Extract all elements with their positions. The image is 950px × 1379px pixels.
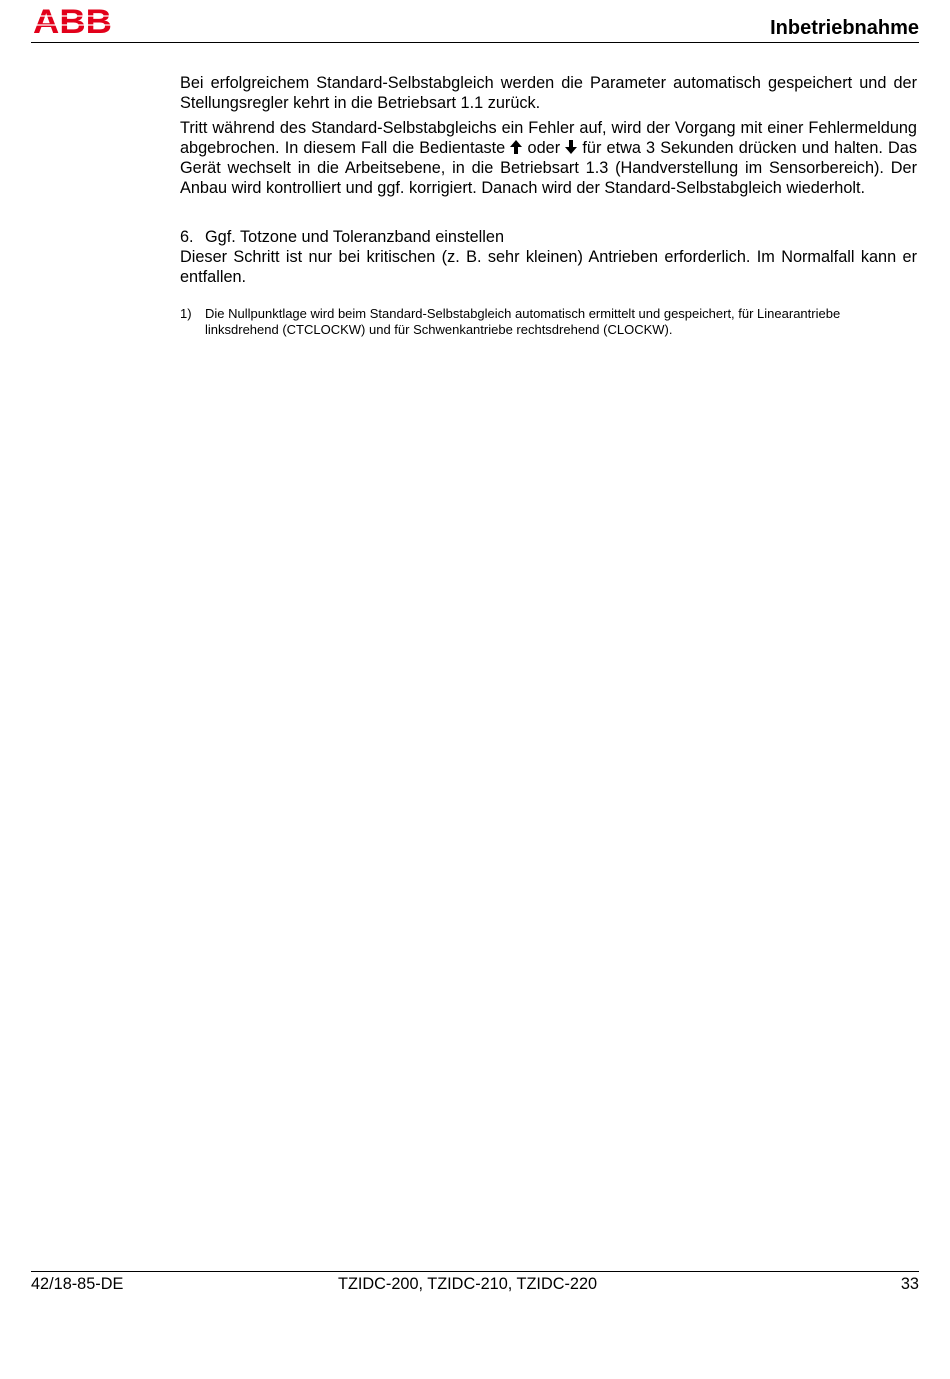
footnote [180, 306, 917, 338]
step-description: Dieser Schritt ist nur bei kritischen (z. B. sehr kleinen) Antrieben erforderlich. Im Normalfall kann er entfallen. [180, 248, 917, 286]
paragraph-error-end: für etwa 3 Sekunden drücken und halten. Das Gerät wechselt in die Arbeitsebene, in die Betriebsart 1.3 (Handverstellung im Sensorbereich). Der Anbau wird kontrolliert und ggf. korrigiert. Danach wird der Standard-Selbstabgleich wiederholt. [180, 139, 918, 197]
section-title: Inbetriebnahme [770, 17, 919, 39]
main-content [180, 73, 917, 338]
abb-logo [33, 5, 113, 37]
footer-rule [31, 1271, 919, 1272]
paragraph-error-or: oder [527, 139, 561, 157]
footer-product: TZIDC-200, TZIDC-210, TZIDC-220 [338, 1275, 598, 1293]
step-number: 6. [180, 228, 194, 246]
step-6 [180, 227, 917, 247]
footer-doc-number: 42/18-85-DE [31, 1275, 124, 1293]
paragraph-error-start: Tritt während des Standard-Selbstabgleichs ein Fehler auf, wird der Vorgang mit einer Fehlermeldung abgebrochen. In diesem Fall die Bedientaste [180, 119, 917, 157]
step-title: Ggf. Totzone und Toleranzband einstellen [205, 228, 505, 246]
footer-page-number: 33 [900, 1275, 919, 1293]
paragraph-error [180, 118, 917, 198]
arrow-down-icon [565, 140, 577, 154]
footnote-mark: 1) [180, 306, 192, 321]
footnote-text: Die Nullpunktlage wird beim Standard-Selbstabgleich automatisch ermittelt und gespeichert, für Linearantriebe linksdrehend (CTCLOCKW) und für Schwenkantriebe rechtsdrehend (CLOCKW). [205, 306, 841, 337]
paragraph-success: Bei erfolgreichem Standard-Selbstabgleich werden die Parameter automatisch gespeichert und der Stellungsregler kehrt in die Betriebsart 1.1 zurück. [180, 74, 917, 112]
arrow-up-icon [510, 140, 522, 154]
header-rule [31, 42, 919, 43]
svg-text:ABB: ABB [33, 5, 112, 37]
